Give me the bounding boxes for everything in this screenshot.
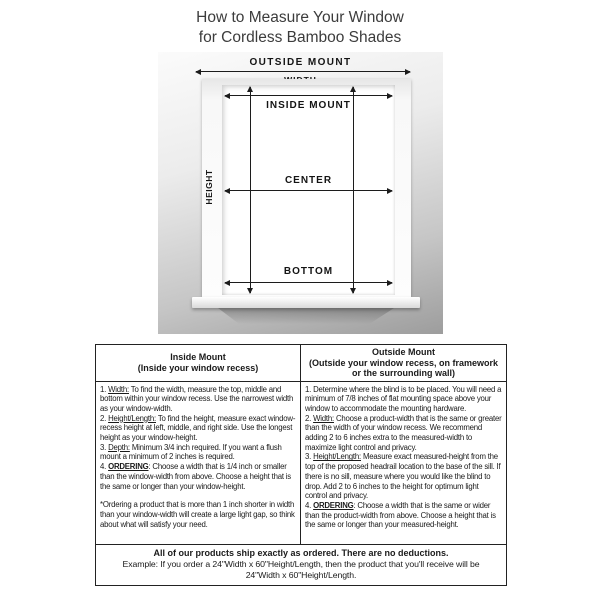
instruction-item: 1. Determine where the blind is to be placed. You will need a minimum of 7/8 inches of flat mounting space above your window to accommodate the mounting hardware.: [305, 384, 502, 413]
instruction-item: 1. Width: To find the width, measure the top, middle and bottom within your window recess. Use the narrowest width as your window-width.: [100, 384, 294, 413]
inside-mount-header-subtitle: (Inside your window recess): [137, 362, 259, 373]
outside-mount-arrow: [196, 71, 410, 72]
center-width-arrow: [225, 190, 392, 191]
inside-mount-arrow: [225, 95, 392, 96]
table-body-row: [96, 382, 506, 545]
outside-mount-header-subtitle: (Outside your window recess, on framework or the surrounding wall): [308, 357, 499, 378]
window-sill: [192, 297, 420, 308]
height-label: HEIGHT: [204, 169, 214, 205]
instruction-item: 4. ORDERING: Choose a width that is the same or wider than the product-width from above. Choose a height that is the same or longer than your measured-height.: [305, 500, 496, 530]
window-sill-shadow: [218, 308, 394, 324]
page-title-line2: for Cordless Bamboo Shades: [198, 28, 402, 46]
outside-mount-instructions: [301, 382, 506, 544]
inside-mount-header-title: Inside Mount: [170, 352, 226, 363]
inside-mount-label: INSIDE MOUNT: [266, 100, 351, 111]
table-header-row: [96, 345, 506, 382]
inside-mount-header: [96, 345, 301, 381]
outside-mount-header-title: Outside Mount: [372, 347, 435, 357]
page-title-line1: How to Measure Your Window: [196, 9, 404, 26]
bottom-label: BOTTOM: [283, 266, 334, 277]
bottom-width-arrow: [225, 282, 392, 283]
instruction-item: 2. Width: Choose a product-width that is the same or greater than the width of your window recess. We recommend adding 2 to 6 inches extra to the measured-width to maximize light control and privacy.: [305, 413, 502, 452]
instruction-item: 3. Depth: Minimum 3/4 inch required. If you want a flush mount a minimum of 2 inches is required.: [100, 442, 282, 462]
outside-mount-header: [301, 345, 506, 381]
shipping-note: [96, 545, 506, 585]
shipping-note-example-line2: 24"Width x 60"Height/Length.: [245, 569, 357, 580]
outside-mount-label: OUTSIDE MOUNT: [249, 57, 352, 68]
window-diagram: [158, 52, 443, 334]
shipping-note-bold: All of our products ship exactly as ordered. There are no deductions.: [153, 547, 449, 558]
page-title: [0, 8, 600, 47]
instruction-item: 3. Height/Length: Measure exact measured-height from the top of the proposed headrail location to the base of the sill. If there is no sill, measure where you would like the blind to drop. Add 2 to 6 inches to the height for optimum light control and privacy.: [305, 452, 501, 501]
inside-mount-instructions: [96, 382, 301, 544]
window-recess: [222, 85, 395, 295]
instruction-item: 2. Height/Length: To find the height, measure exact window-recess height at left, middle, and right side. Use the longest height as your window-height.: [100, 413, 296, 443]
instructions-table: [95, 344, 507, 586]
center-label: CENTER: [284, 175, 333, 186]
ordering-note: *Ordering a product that is more than 1 inch shorter in width than your window-width will create a large light gap, so think about what will satisfy your need.: [100, 500, 295, 529]
shipping-note-example-line1: Example: If you order a 24"Width x 60"Height/Length, then the product that you'll receive will be: [122, 558, 480, 569]
instruction-item: 4. ORDERING: Choose a width that is 1/4 inch or smaller than the window-width from above. Choose a height that is the same or longer than your window-height.: [100, 462, 292, 491]
